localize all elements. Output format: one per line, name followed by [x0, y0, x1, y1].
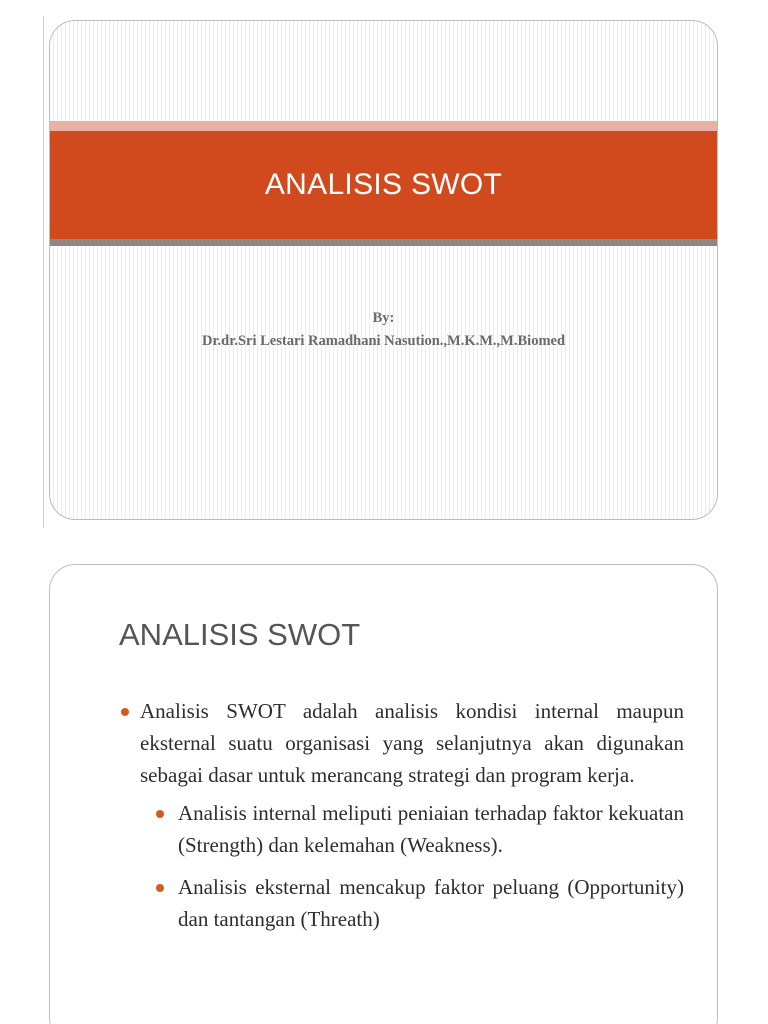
page-edge-line [43, 16, 44, 528]
bullet-text: Analisis SWOT adalah analisis kondisi internal maupun eksternal suatu organisasi yang selanjutnya akan digunakan sebagai dasar untuk merancang strategi dan program kerja. [140, 699, 684, 787]
bullet-dot-icon [156, 884, 164, 892]
sub-bullet-item [156, 871, 684, 935]
bullet-dot-icon [156, 810, 164, 818]
sub-bullet-text: Analisis internal meliputi peniaian terhadap faktor kekuatan (Strength) dan kelemahan (Weakness). [178, 801, 684, 857]
title-band-bottom-stripe [50, 239, 717, 246]
sub-bullet-item [156, 797, 684, 861]
content-slide [49, 564, 718, 1024]
slide-title: ANALISIS SWOT [264, 168, 503, 201]
title-slide [49, 20, 718, 520]
by-label: By: [372, 310, 395, 326]
content-slide-title: ANALISIS SWOT [119, 617, 361, 652]
author-name: Dr.dr.Sri Lestari Ramadhani Nasution.,M.K.M.,M.Biomed [201, 333, 566, 349]
bullet-item [118, 695, 684, 791]
author-block [50, 307, 717, 353]
bullet-list [118, 695, 684, 935]
bullet-dot-icon [121, 708, 129, 716]
sub-bullet-text: Analisis eksternal mencakup faktor peluang (Opportunity) dan tantangan (Threath) [178, 875, 684, 931]
title-band-top-stripe [50, 121, 717, 131]
